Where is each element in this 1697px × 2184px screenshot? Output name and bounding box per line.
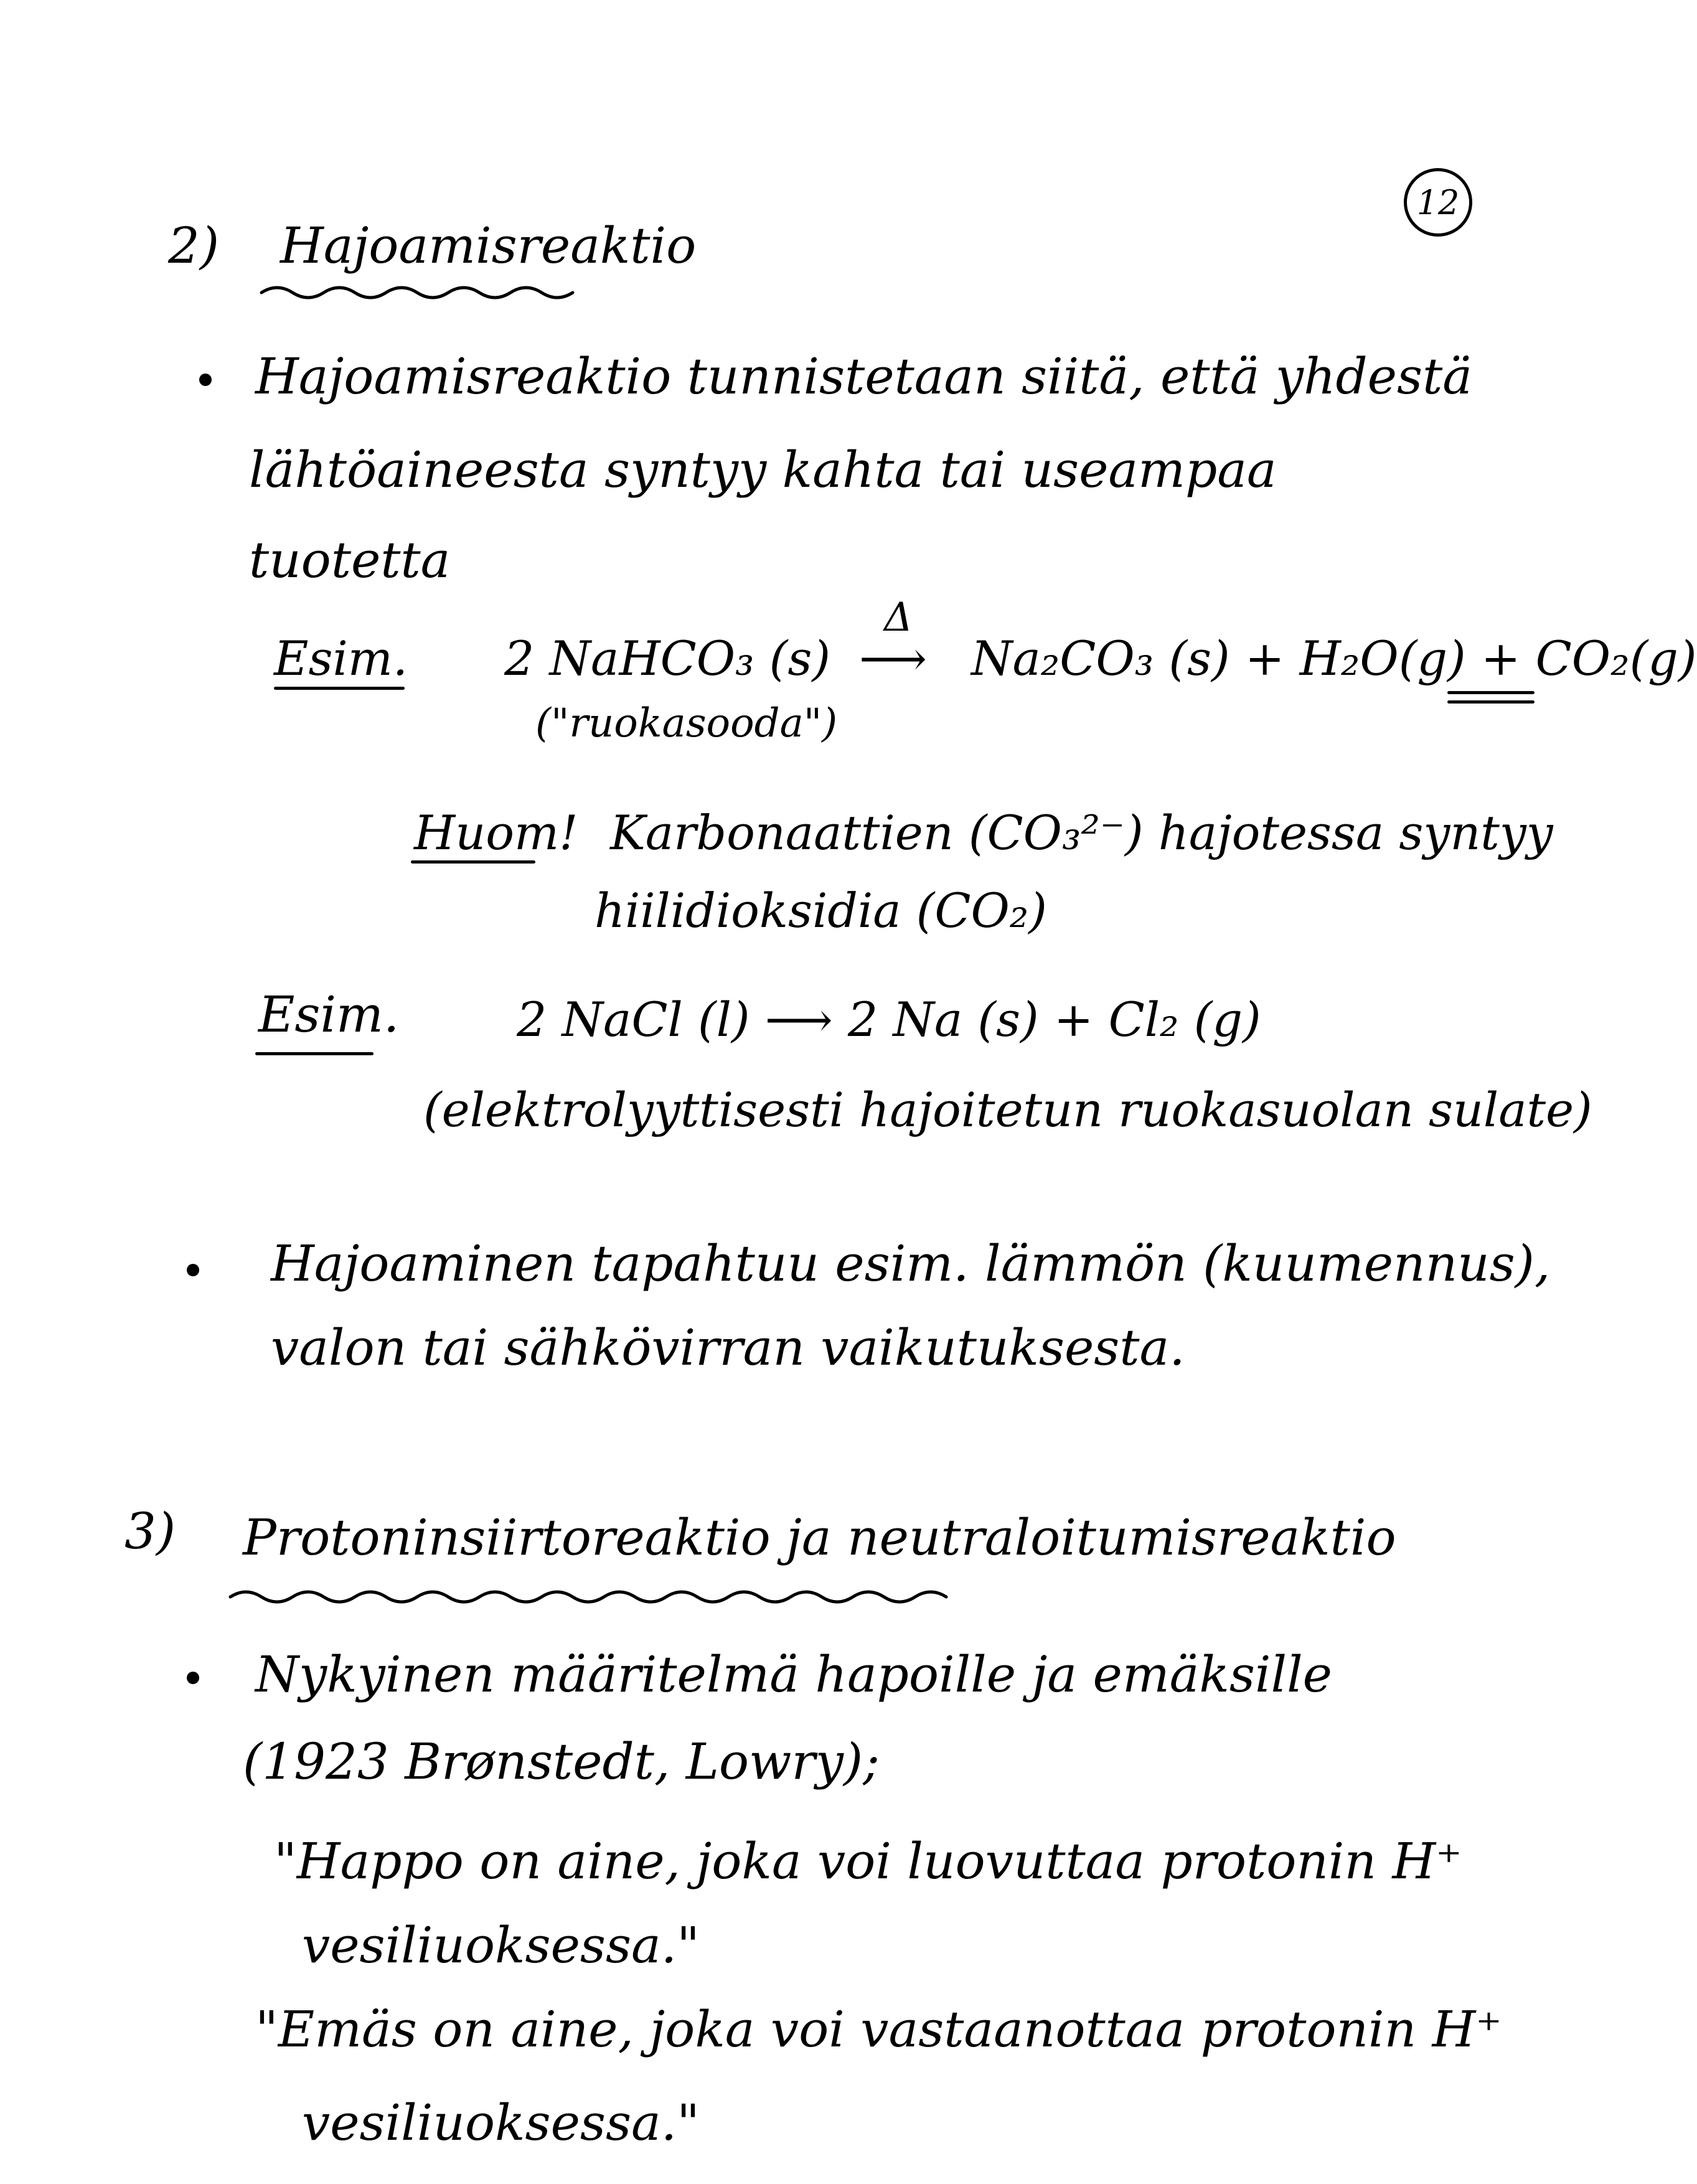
example-label-underline (255, 1052, 374, 1055)
text-line: tuotetta (249, 531, 451, 589)
text-line: hiilidioksidia (CO₂) (595, 883, 1047, 938)
section-3-number: 3) (125, 1502, 176, 1560)
text-line: Hajoaminen tapahtuu esim. lämmön (kuumennus), (271, 1235, 1551, 1292)
example-note: (elektrolyyttisesti hajoitetun ruokasuolan sulate) (423, 1082, 1592, 1137)
example-note: ("ruokasooda") (535, 700, 838, 746)
text-line: valon tai sähkövirran vaikutuksesta. (271, 1319, 1185, 1377)
huom-label: Huom! (414, 805, 578, 860)
bullet (187, 1672, 199, 1684)
section-3-title: Protoninsiirtoreaktio ja neutraloitumisreaktio (243, 1509, 1396, 1566)
equation-products: Na₂CO₃ (s) + H₂O(g) + CO₂(g) (971, 631, 1697, 686)
text-line: (1923 Brønstedt, Lowry); (243, 1733, 880, 1791)
quote-line: vesiliuoksessa." (302, 1916, 700, 1974)
title-2-wavy-underline (261, 288, 573, 298)
equation: 2 NaCl (l) ⟶ 2 Na (s) + Cl₂ (g) (517, 992, 1261, 1047)
text-line: Nykyinen määritelmä hapoille ja emäksille (255, 1645, 1332, 1703)
co2-underline (1447, 691, 1535, 694)
example-label-underline (274, 687, 405, 690)
heat-symbol: Δ (884, 595, 913, 641)
bullet (199, 374, 212, 386)
example-label: Esim. (258, 986, 400, 1043)
section-2-number: 2) (168, 217, 220, 275)
text-line: Karbonaattien (CO₃²⁻) hajotessa syntyy (610, 805, 1553, 860)
page-number: 12 (1404, 168, 1472, 237)
text-line: lähtöaineesta syntyy kahta tai useampaa (249, 441, 1277, 499)
bullet (187, 1264, 199, 1276)
quote-line: "Happo on aine, joka voi luovuttaa protonin H⁺ (274, 1832, 1462, 1890)
equation-reactant: 2 NaHCO₃ (s) (504, 631, 830, 686)
title-3-wavy-underline (230, 1592, 946, 1602)
huom-underline (411, 860, 535, 864)
example-label: Esim. (274, 631, 408, 686)
text-line: Hajoamisreaktio tunnistetaan siitä, että yhdestä (255, 347, 1472, 405)
quote-line: vesiliuoksessa." (302, 2094, 700, 2152)
quote-line: "Emäs on aine, joka voi vastaanottaa protonin H⁺ (255, 2000, 1502, 2058)
co2-double-underline (1447, 700, 1535, 704)
section-2-title: Hajoamisreaktio (280, 217, 697, 275)
reaction-arrow: ⟶ (859, 631, 927, 686)
